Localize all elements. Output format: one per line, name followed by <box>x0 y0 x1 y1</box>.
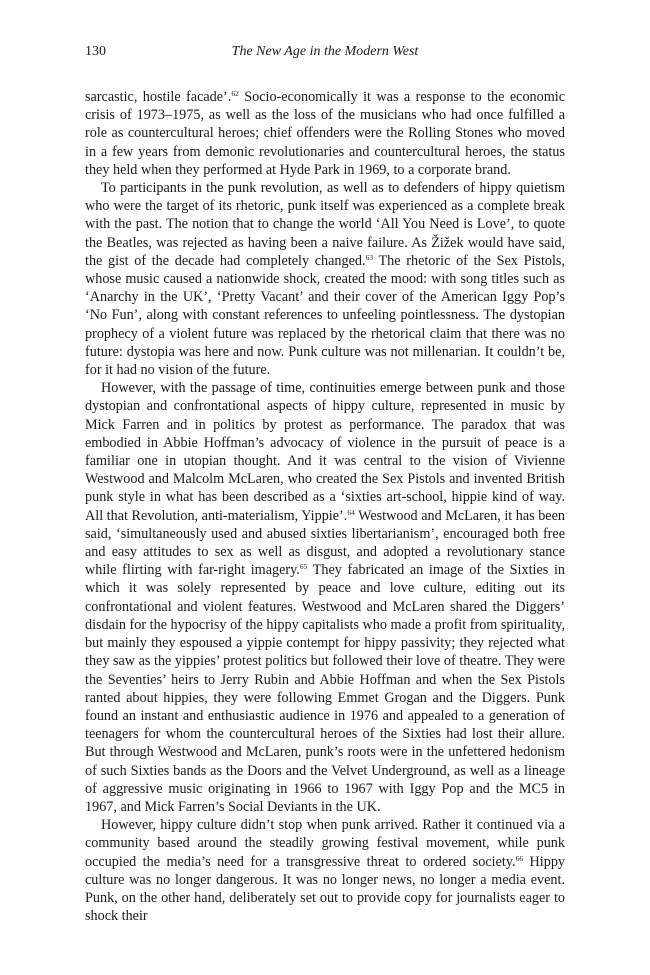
running-title: The New Age in the Modern West <box>231 44 419 59</box>
text-segment: sarcastic, hostile facade’. <box>85 89 232 105</box>
running-head <box>85 44 565 64</box>
paragraph <box>85 88 565 179</box>
text-segment: Socio-economically it was a response to the economic crisis of 1973–1975, as well as the loss of the musicians who had once fulfilled a role as countercultural heroes; chief offenders were the Rolling Stones who moved in a few years from demonic revolutionaries and countercultural heroes, the status they held when they performed at Hyde Park in 1969, to a corporate brand. <box>85 89 565 178</box>
paragraph <box>85 179 565 379</box>
paragraph <box>85 379 565 816</box>
text-segment: Hippy culture was no longer dangerous. It was no longer news, no longer a media event. Punk, on the other hand, deliberately set out to provide copy for journalists eager to shock their <box>85 853 566 925</box>
footnote-ref: 62 <box>231 89 239 98</box>
text-segment: Westwood and McLaren, it has been said, ‘simultaneously used and abused sixties libertarianism’, encouraged both free and easy attitudes to sex as well as disgust, and adopted a revolutionary stance while flirting with far-right imagery. <box>85 507 565 579</box>
body-text <box>85 88 565 925</box>
text-segment: They fabricated an image of the Sixties in which it was solely represented by peace and love culture, editing out its confrontational and violent features. Westwood and McLaren shared the Diggers’ disdain for the hypocrisy of the hippy capitalists who made a profit from spirituality, but mainly they espoused a yippie contempt for hippy passivity; they rejected what they saw as the yippies’ protest politics but followed their love of theatre. They were the Seventies’ heirs to Jerry Rubin and Abbie Hoffman and when the Sex Pistols ranted about hippies, they were following Emmet Grogan and the Diggers. Punk found an instant and enthusiastic audience in 1976 and appealed to a generation of teenagers for whom the countercultural heroes of the Sixties had lost their allure. But through Westwood and McLaren, punk’s roots were in the unfettered hedonism of such Sixties bands as the Doors and the Velvet Underground, as well as a lineage of aggressive music originating in 1966 to 1967 with Iggy Pop and the MC5 in 1967, and Mick Farren’s Social Deviants in the UK. <box>85 562 565 815</box>
text-segment: To participants in the punk revolution, as well as to defenders of hippy quietism who were the target of its rhetoric, punk itself was experienced as a complete break with the past. The notion that to change the world ‘All You Need is Love’, to quote the Beatles, was rejected as having been a naive failure. As Žižek would have said, the gist of the decade had completely changed. <box>85 180 565 269</box>
book-page <box>85 0 565 975</box>
text-segment: However, hippy culture didn’t stop when punk arrived. Rather it continued via a community based around the steadily growing festival movement, while punk occupied the media’s need for a transgressive threat to ordered society. <box>85 817 565 870</box>
footnote-ref: 66 <box>515 853 524 863</box>
footnote-ref: 63 <box>365 252 374 262</box>
footnote-ref: 64 <box>347 507 355 517</box>
text-segment: However, with the passage of time, continuities emerge between punk and those dystopian and confrontational aspects of hippy culture, represented in music by Mick Farren and in politics by protest as performance. The paradox that was embodied in Abbie Hoffman’s advocacy of violence in the pursuit of peace is a familiar one in utopian thought. And it was central to the vision of Vivienne Westwood and Malcolm McLaren, who created the Sex Pistols and invented British punk style in what has been described as a ‘sixties art-school, hippie kind of way. All that Revolution, anti-materialism, Yippie’. <box>85 380 565 524</box>
paragraph <box>85 816 565 925</box>
page-number: 130 <box>85 44 106 59</box>
text-segment: The rhetoric of the Sex Pistols, whose music caused a nationwide shock, created the mood: with song titles such as ‘Anarchy in the UK’, ‘Pretty Vacant’ and their cover of the American Iggy Pop’s ‘No Fun’, along with constant references to unfeeling pointlessness. The dystopian prophecy of a violent future was replaced by the rhetorical claim that there was no future: dystopia was here and now. Punk culture was not millenarian. It couldn’t be, for it had no vision of the future. <box>85 252 565 379</box>
footnote-ref: 65 <box>299 562 308 572</box>
